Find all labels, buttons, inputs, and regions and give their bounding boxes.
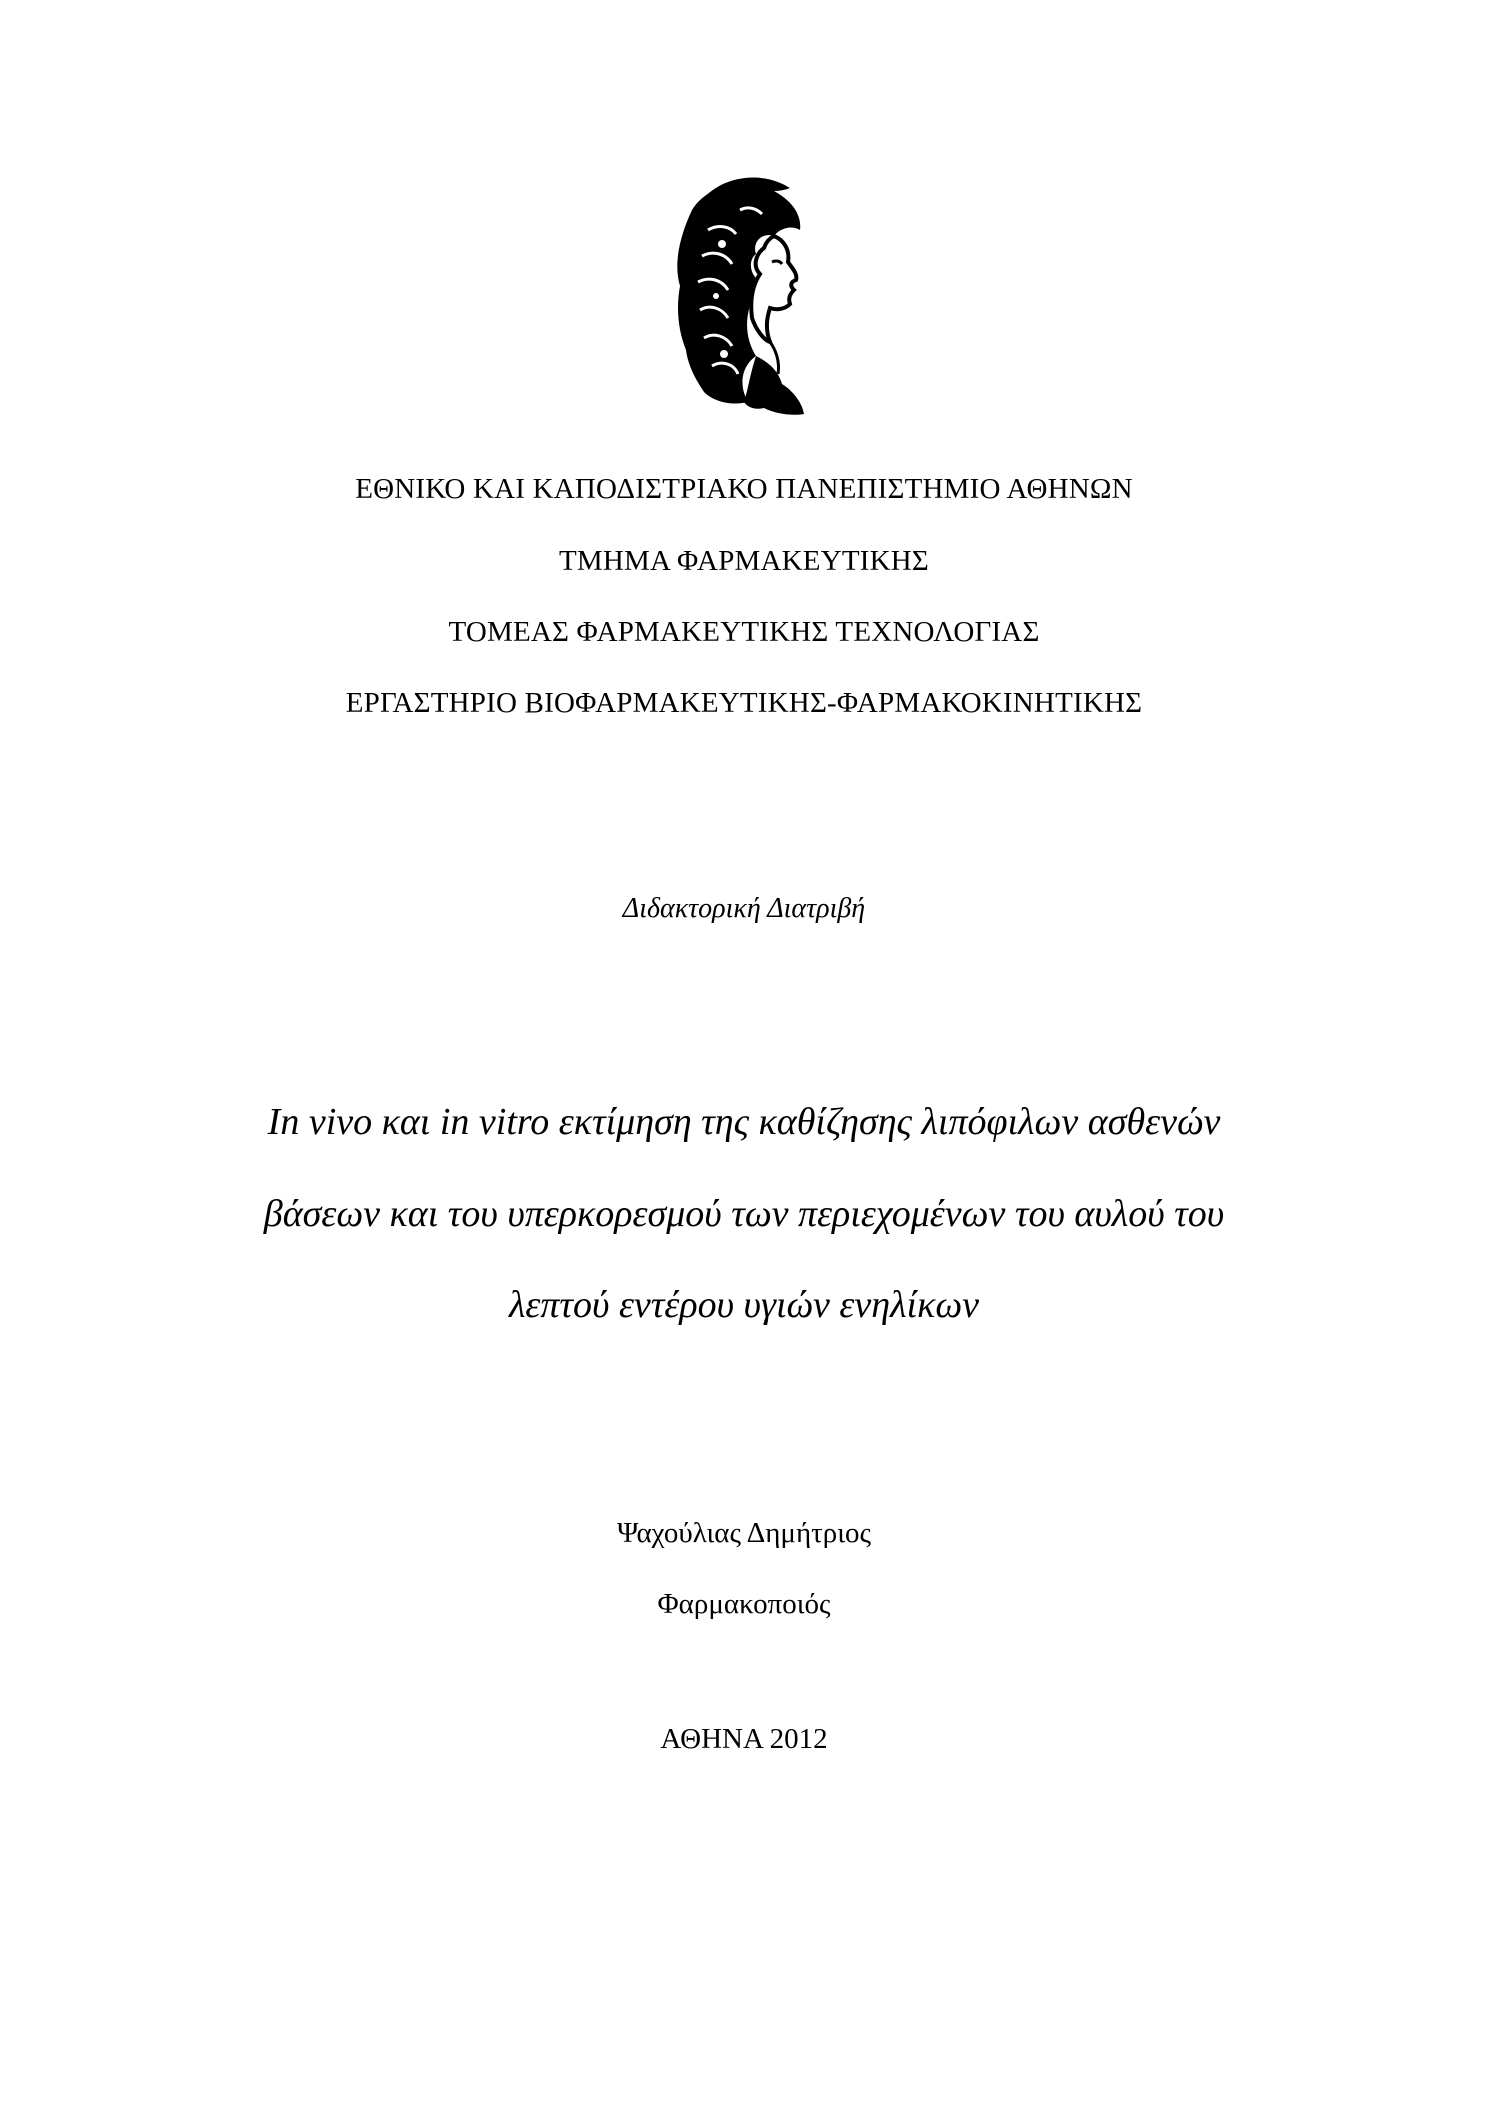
- athena-head-emblem: [652, 170, 832, 440]
- laboratory-name: ΕΡΓΑΣΤΗΡΙΟ ΒΙΟΦΑΡΜΑΚΕΥΤΙΚΗΣ-ΦΑΡΜΑΚΟΚΙΝΗΤΙΚΗΣ: [345, 687, 1143, 719]
- author-profession: Φαρμακοποιός: [657, 1588, 831, 1620]
- place-and-year: ΑΘΗΝΑ 2012: [660, 1723, 828, 1755]
- thesis-title-line-1: In vivo και in vitro εκτίμηση της καθίζησης λιπόφιλων ασθενών: [267, 1101, 1221, 1143]
- document-type: Διδακτορική Διατριβή: [622, 893, 866, 924]
- thesis-title-line-2: βάσεων και του υπερκορεσμού των περιεχομένων του αυλού του: [263, 1193, 1225, 1235]
- department-name: ΤΜΗΜΑ ΦΑΡΜΑΚΕΥΤΙΚΗΣ: [559, 545, 929, 577]
- thesis-title-line-3: λεπτού εντέρου υγιών ενηλίκων: [508, 1284, 980, 1326]
- author-name: Ψαχούλιας Δημήτριος: [616, 1517, 872, 1549]
- section-name: ΤΟΜΕΑΣ ΦΑΡΜΑΚΕΥΤΙΚΗΣ ΤΕΧΝΟΛΟΓΙΑΣ: [448, 616, 1040, 648]
- university-name: ΕΘΝΙΚΟ ΚΑΙ ΚΑΠΟΔΙΣΤΡΙΑΚΟ ΠΑΝΕΠΙΣΤΗΜΙΟ ΑΘΗΝΩΝ: [355, 473, 1133, 505]
